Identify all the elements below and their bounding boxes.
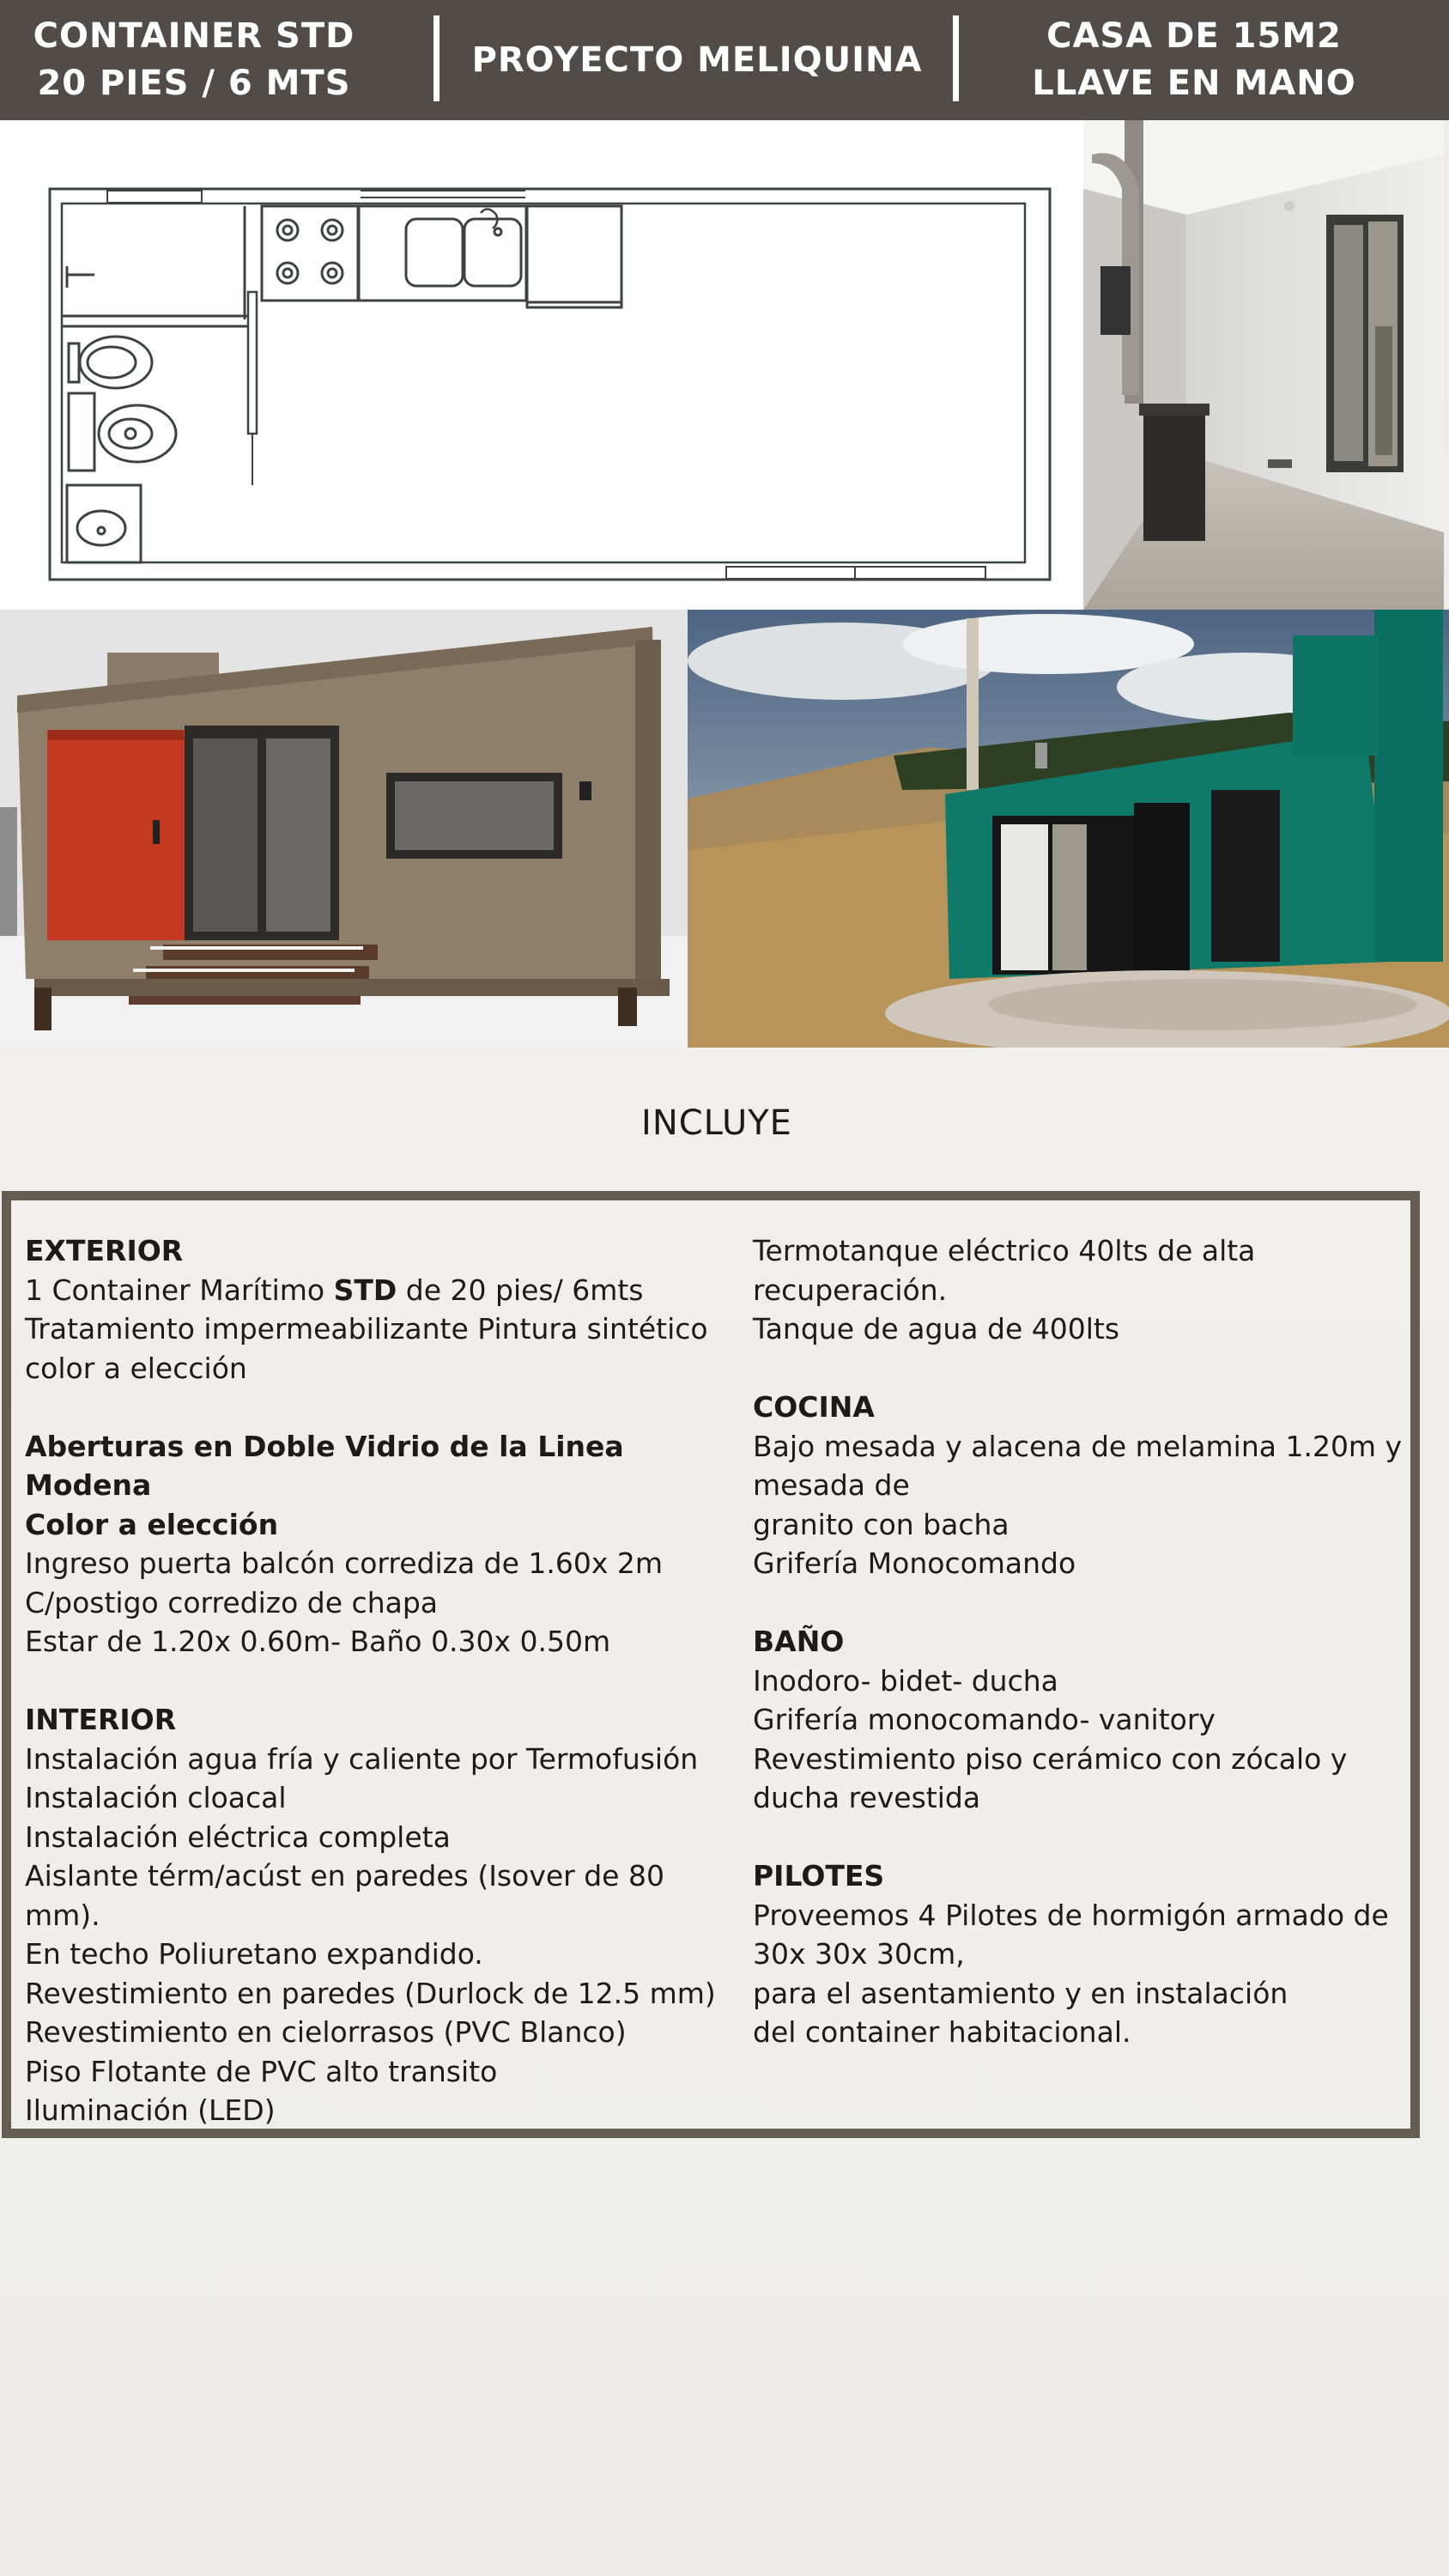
interior-item: Revestimiento en paredes (Durlock de 12.5 mm) bbox=[25, 1976, 716, 2010]
interior-item: Instalación eléctrica completa bbox=[25, 1820, 451, 1854]
pilotes-item: Proveemos 4 Pilotes de hormigón armado de 30x 30x 30cm, bbox=[753, 1898, 1389, 1971]
interior-item: Instalación cloacal bbox=[25, 1781, 287, 1814]
exterior-line-1 bbox=[25, 1271, 729, 1310]
cocina-item: Bajo mesada y alacena de melamina 1.20m y mesada de bbox=[753, 1429, 1403, 1502]
exterior-line-1-tail: de 20 pies/ 6mts bbox=[397, 1273, 644, 1307]
pilotes-item: para el asentamiento y en instalación bbox=[753, 1976, 1288, 2010]
interior-item: Instalación agua fría y caliente por Termofusión bbox=[25, 1741, 699, 1776]
header-right bbox=[959, 0, 1429, 120]
header-right-line1: CASA DE 15M2 bbox=[1046, 16, 1342, 56]
interior-item: Iluminación (LED) bbox=[25, 2093, 276, 2127]
green-container-photo bbox=[688, 610, 1449, 1048]
interior-item: Aislante térm/acúst en paredes (Isover de 80 mm). bbox=[25, 1859, 664, 1932]
cocina-heading: COCINA bbox=[753, 1390, 875, 1424]
header-center bbox=[440, 0, 955, 120]
includes-left-column bbox=[25, 1231, 729, 2130]
includes-box bbox=[2, 1191, 1420, 2138]
interior-item: Revestimiento en cielorrasos (PVC Blanco) bbox=[25, 2015, 627, 2049]
pilotes-heading: PILOTES bbox=[753, 1859, 885, 1893]
header-left-line1: CONTAINER STD bbox=[33, 16, 355, 56]
aberturas-heading-2: Color a elección bbox=[25, 1507, 279, 1541]
tanque-line: Tanque de agua de 400lts bbox=[753, 1312, 1120, 1346]
floor-plan-drawing bbox=[0, 120, 1083, 610]
header-center-title: PROYECTO MELIQUINA bbox=[471, 39, 923, 80]
bano-heading: BAÑO bbox=[753, 1625, 845, 1658]
aberturas-item: Ingreso puerta balcón corrediza de 1.60x 2m bbox=[25, 1546, 664, 1580]
exterior-line-1-bold: STD bbox=[333, 1273, 397, 1307]
cocina-item: Grifería Monocomando bbox=[753, 1546, 1076, 1580]
interior-photo bbox=[1083, 120, 1444, 610]
header-divider bbox=[953, 15, 959, 101]
exterior-heading: EXTERIOR bbox=[25, 1234, 184, 1267]
includes-title: INCLUYE bbox=[641, 1103, 792, 1143]
exterior-line-2: Tratamiento impermeabilizante Pintura sintético color a elección bbox=[25, 1312, 708, 1385]
aberturas-heading-1: Aberturas en Doble Vidrio de la Linea Modena bbox=[25, 1429, 624, 1502]
header-left bbox=[0, 0, 388, 120]
cocina-item: granito con bacha bbox=[753, 1507, 1009, 1541]
interior-heading: INTERIOR bbox=[25, 1703, 177, 1736]
container-snow-photo bbox=[0, 610, 688, 1048]
aberturas-item: C/postigo corredizo de chapa bbox=[25, 1585, 438, 1619]
header-left-line2: 20 PIES / 6 MTS bbox=[37, 64, 351, 103]
header-right-line2: LLAVE EN MANO bbox=[1032, 64, 1356, 103]
interior-item: En techo Poliuretano expandido. bbox=[25, 1937, 483, 1971]
bano-item: Revestimiento piso cerámico con zócalo y ducha revestida bbox=[753, 1741, 1348, 1814]
header-band bbox=[0, 0, 1449, 120]
includes-right-column bbox=[753, 1231, 1422, 2052]
bano-item: Grifería monocomando- vanitory bbox=[753, 1703, 1216, 1736]
aberturas-item: Estar de 1.20x 0.60m- Baño 0.30x 0.50m bbox=[25, 1625, 611, 1658]
bano-item: Inodoro- bidet- ducha bbox=[753, 1663, 1058, 1698]
termotanque-line: Termotanque eléctrico 40lts de alta recuperación. bbox=[753, 1234, 1256, 1307]
interior-item: Piso Flotante de PVC alto transito bbox=[25, 2054, 498, 2088]
header-divider bbox=[433, 15, 440, 101]
exterior-line-1-text: 1 Container Marítimo bbox=[25, 1273, 334, 1307]
pilotes-item: del container habitacional. bbox=[753, 2015, 1131, 2049]
